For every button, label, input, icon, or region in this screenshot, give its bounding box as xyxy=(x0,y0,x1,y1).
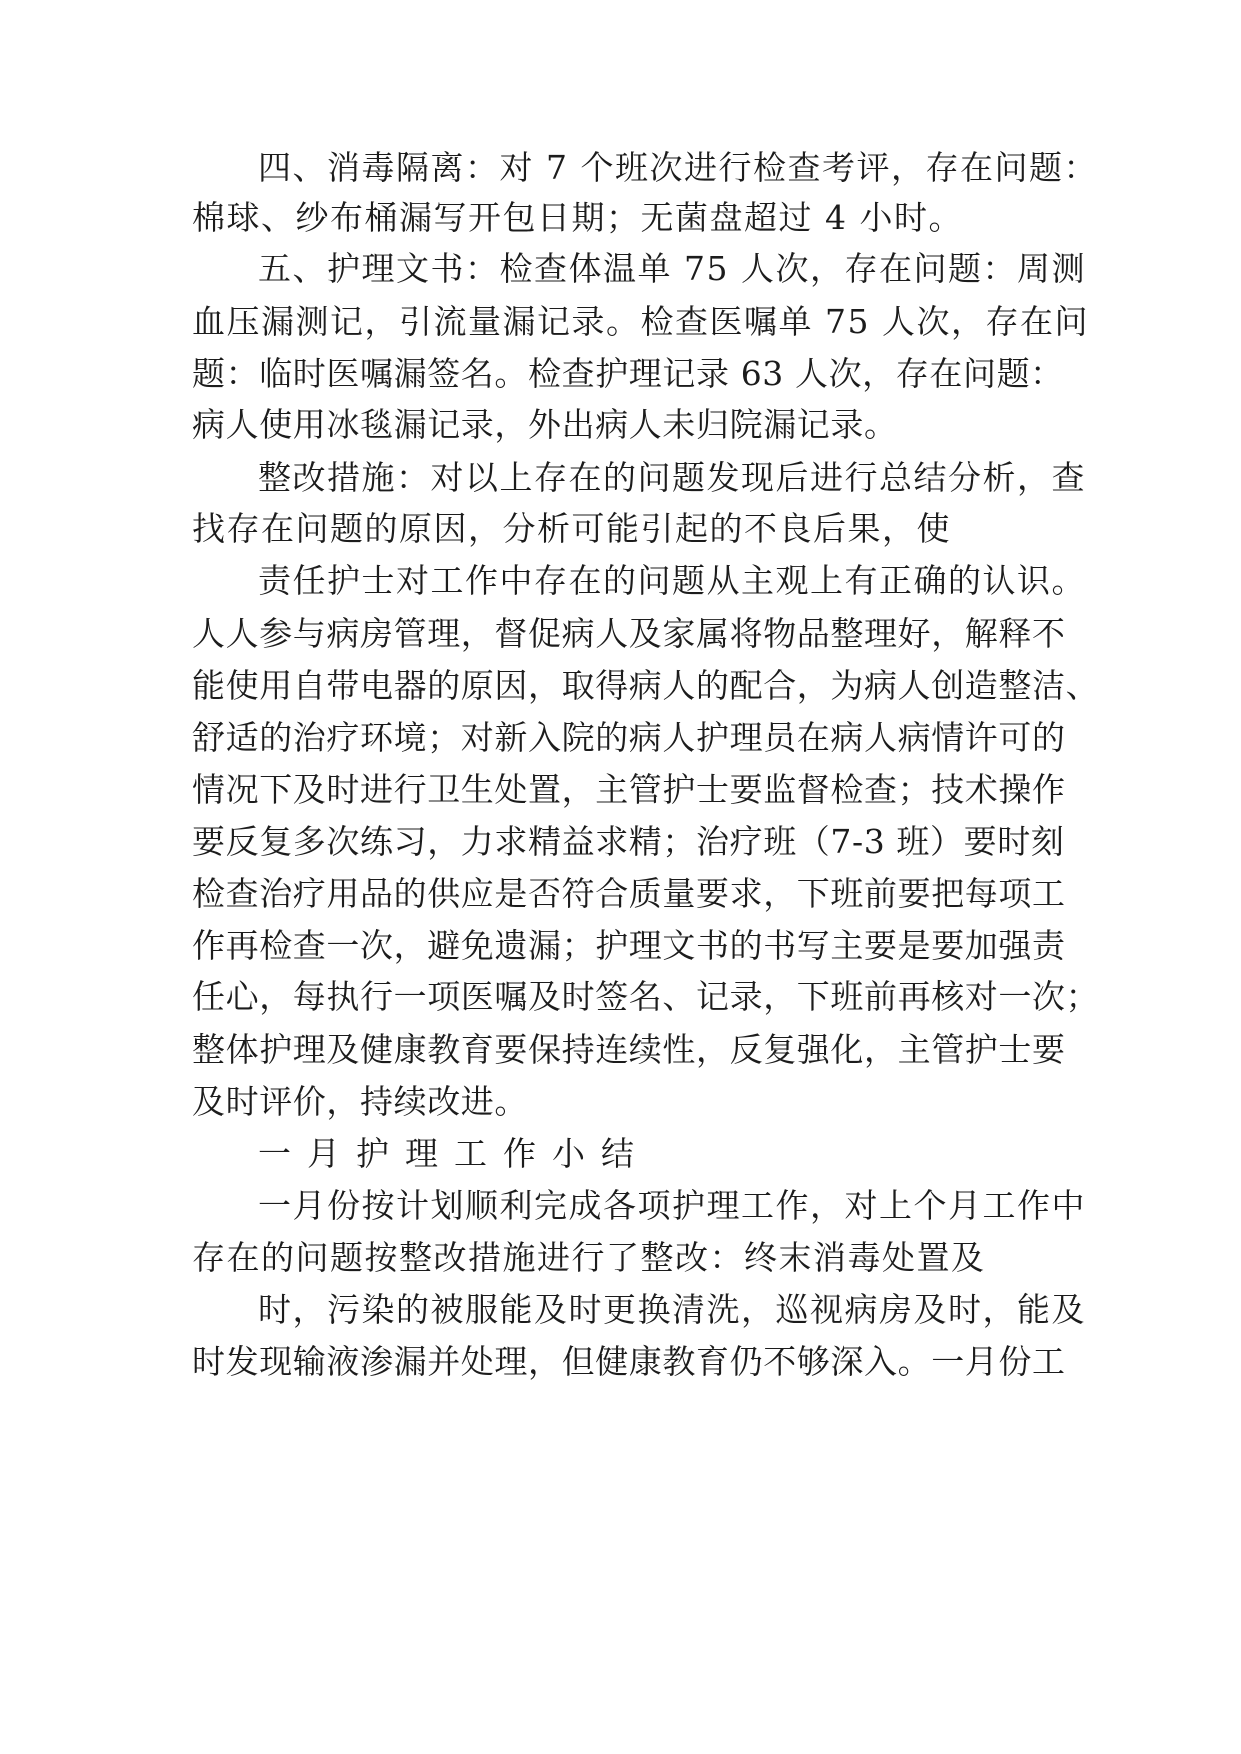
text-line: 题：临时医嘱漏签名。检查护理记录 63 人次，存在问题： xyxy=(192,354,1064,393)
text-line: 作再检查一次，避免遗漏；护理文书的书写主要是要加强责 xyxy=(192,926,1066,965)
text-line: 检查治疗用品的供应是否符合质量要求，下班前要把每项工 xyxy=(192,874,1066,913)
text-line: 情况下及时进行卫生处置，主管护士要监督检查；技术操作 xyxy=(192,770,1066,809)
text-line: 人人参与病房管理，督促病人及家属将物品整理好，解释不 xyxy=(192,614,1066,653)
text-line: 及时评价，持续改进。 xyxy=(192,1082,528,1121)
text-line: 血压漏测记，引流量漏记录。检查医嘱单 75 人次，存在问 xyxy=(192,302,1089,341)
text-line: 四、消毒隔离：对 7 个班次进行检查考评，存在问题： xyxy=(258,148,1098,187)
text-line: 存在的问题按整改措施进行了整改：终末消毒处置及 xyxy=(192,1238,986,1277)
text-line: 整体护理及健康教育要保持连续性，反复强化，主管护士要 xyxy=(192,1030,1066,1069)
text-line: 时发现输液渗漏并处理，但健康教育仍不够深入。一月份工 xyxy=(192,1342,1066,1381)
text-line: 任心，每执行一项医嘱及时签名、记录，下班前再核对一次； xyxy=(192,977,1100,1016)
text-line: 责任护士对工作中存在的问题从主观上有正确的认识。 xyxy=(258,561,1086,600)
section-heading: 一月护理工作小结 xyxy=(258,1134,650,1173)
text-line: 舒适的治疗环境；对新入院的病人护理员在病人病情许可的 xyxy=(192,718,1066,757)
text-line: 棉球、纱布桶漏写开包日期；无菌盘超过 4 小时。 xyxy=(192,198,963,237)
text-line: 找存在问题的原因，分析可能引起的不良后果，使 xyxy=(192,509,951,548)
text-line: 能使用自带电器的原因，取得病人的配合，为病人创造整洁、 xyxy=(192,666,1100,705)
text-line: 整改措施：对以上存在的问题发现后进行总结分析，查 xyxy=(258,458,1086,497)
text-line: 一月份按计划顺利完成各项护理工作，对上个月工作中 xyxy=(258,1186,1086,1225)
text-line: 五、护理文书：检查体温单 75 人次，存在问题：周测 xyxy=(258,249,1086,288)
text-line: 要反复多次练习，力求精益求精；治疗班（7-3 班）要时刻 xyxy=(192,822,1065,861)
text-line: 病人使用冰毯漏记录，外出病人未归院漏记录。 xyxy=(192,405,898,444)
text-line: 时，污染的被服能及时更换清洗，巡视病房及时，能及 xyxy=(258,1290,1086,1329)
